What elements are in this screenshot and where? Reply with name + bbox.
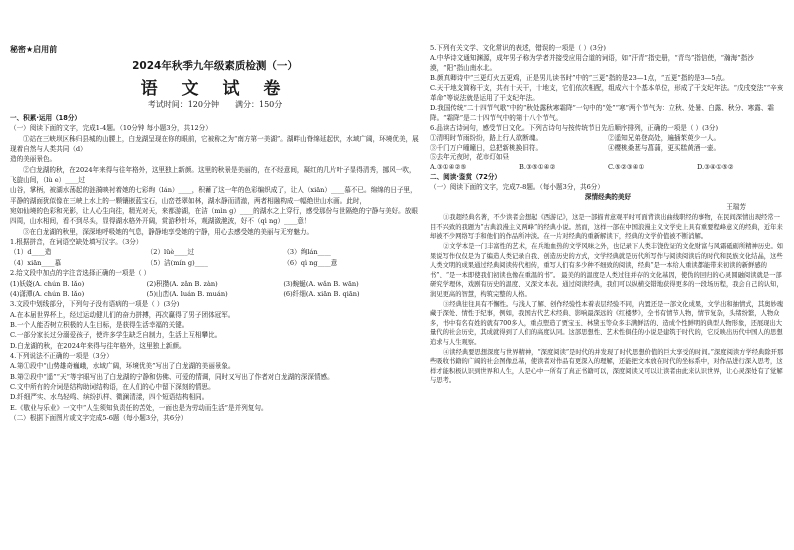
exam-info (10, 99, 420, 110)
option-row (10, 279, 420, 289)
exam-title: 2024年秋季九年级素质检测（一） (132, 60, 298, 72)
text-line: 5.下列有关文学、文化常识的表述，错误的一项是（ ）(3分) (430, 44, 606, 52)
option-row (430, 144, 786, 154)
text-line: D.白龙湖的秋，在2024年来得与往年格外，这里独上新颜。 (10, 341, 186, 350)
option-cell: (2)积攒(A. zǎn B. zàn) (146, 279, 218, 288)
option-cell: D.③④①⑤② (697, 163, 734, 172)
option-cell: C.⑤②③④① (608, 163, 645, 172)
text-line: ⑤去年元夜时，花市灯如昼 (430, 153, 510, 162)
text-line: D.我国传统“二十四节气歌”中的“秋处露秋寒霜降”一句中的“处”“寒”两个节气为：立秋、处暑、白露、秋分、寒露、霜降。“霜降”是二十四节气中的第十八个节气。 (430, 103, 775, 122)
text-line: 6.品读古诗词句，感受节日文化。下列古诗句与按传统节日先后顺序排列，正确的一项是（ ）(3分) (430, 123, 719, 132)
option-cell: (5)山峦(A. luán B. muán) (146, 289, 228, 298)
text-line: 深情经典的美好 (584, 193, 632, 202)
text-line: 造的美丽景色。 (10, 155, 57, 164)
text-line: 3.文段中划线部分，下列句子没有语病的一项是（ ）(3分) (10, 300, 180, 309)
text-line: ①站在三峡坝区秭归县城的山腰上，白龙湖呈现在你的眼前，它被称之为“南方第一美湖”。湖畔山脊绵延起伏，水域广阔，环境优美，展现着自然与人类共同（d） (10, 134, 419, 154)
text-line: 二、阅读·鉴赏（72分） (430, 173, 502, 182)
option-cell: (4)潇潭(A. chún B. lǎo) (10, 289, 85, 298)
option-cell: (1)妖娆(A. chún B. lǎo) (10, 279, 85, 288)
text-line: A.中华诗文通知渊源，成年男子称为学者并接受应用合道的词语，如“汗青”指史册，“青鸟”指信使，“瀚海”指沙漠，“阳”指山南水北。 (430, 53, 754, 72)
option-cell: （1）d____造 (10, 248, 52, 257)
text-line: C.一部分家长过分溺爱孩子，使许多学生缺乏自制力，生活上互相攀比。 (10, 331, 222, 340)
option-cell: ②遥知兄弟登高处，遍插茱萸少一人。 (608, 133, 721, 142)
right-body (430, 44, 786, 386)
text-line: （一）阅读下面的文字，完成1-4题。（10分钟 每小题3分，共12分） (10, 124, 212, 133)
text-line: 一、积累·运用（18分） (10, 114, 82, 122)
text-line: A.在本届世界杯上，经过运动健儿们的奋力拼搏，再次赢得了男子团体冠军。 (10, 310, 235, 319)
text-line: 1.根据拼音，在词语空缺处填写汉字。（3分） (10, 238, 143, 247)
text-line: B.一个人能否树立积极的人生目标，是获得生活幸福的关键。 (10, 320, 189, 329)
right-column (430, 0, 786, 550)
text-line: D.纤细严实、水鸟轻鸣、缤纷扒样、微澜清漾，四个短语结构相同。 (10, 393, 209, 402)
option-row (430, 134, 786, 144)
option-cell: （2）lüè____过 (146, 248, 195, 257)
text-line: 王瑞芳 (726, 203, 746, 212)
text-line: ④读经典要思想深度与世界精神，“深度阅读”是时代的并发现了时代思想价值的巨大享受的时间。”深度阅读方学经典除开那些吸收书籍的广阔的社会图像总基，使读者对作品有更深入的理解，还能把文本放在时代的坐标系中，对作品进行深入思考，这样才能积极认识到世界和人生，人是心中一所有了真正书籍可以，深度阅读又可以让读者由此来认识世界，让心灵深处有了觉解与思考。 (430, 348, 784, 385)
option-row (430, 163, 786, 173)
option-cell: （3）绚lán____ (283, 248, 331, 257)
text-line: ②白龙湖的秋，在2024年来得与往年格外，这里独上新颜。这里的秋景是美丽的，在不经意间，凝红的几片叶子显得清秀，挪风一吹，飞旋山间，（lù e）____过 (10, 165, 416, 185)
text-line: C.天干地支简称干支，共有十天干，十地支，它们依次相配，组成六十个基本单位，形成了干支纪年法。“戊戌变法”“辛亥革命”等说法就是运用了干支纪年法。 (430, 83, 784, 102)
left-column (10, 0, 420, 550)
option-cell: ④樱桃桑葚与菖蒲，更买糕黄酒一壶。 (608, 143, 721, 152)
text-line: A.第①段中“山势雄奇巍峨，水域广阔，环境优美”写出了白龙湖的美丽景象。 (10, 362, 235, 371)
option-cell: A.③①④②⑤ (430, 163, 467, 172)
text-line: C.文中所有的介词是结构助词结构语，在人们的心中留下深刻的情思。 (10, 382, 215, 391)
text-line: 2.给文段中加点的字注音选择正确的一项是（ ） (10, 269, 151, 278)
text-line: B.颜真卿诗中“三更灯火五更鸡，正是男儿读书时”中的“三更”指的是23—1点，“五更”指的是3—5点。 (430, 73, 729, 82)
text-line: （二）根据下面图片或文字完成5-6题（每小题3分，共6分） (10, 413, 188, 422)
text-line: 山谷，掌柄，被湖水荡起的涟漪映衬着她的七彩绚（lán）____，积蓄了这一年的色彩编织成了，让人（xiān）____慕不已。绵绵的日子里，平静的湖面犹似像在三峡上水上的一颗镶嵌蓝宝石，山峦苍翠如林，湖水静而清澈，两者相融构成一幅绝世山水画。此时， (10, 186, 417, 205)
option-cell: （6）qì ng____意 (283, 258, 338, 267)
option-cell: (6)纤细(A. xiān B. qiān) (283, 289, 360, 298)
option-cell: (3)蜿蜒(A. wǎn B. wān) (283, 279, 359, 288)
option-row (10, 247, 420, 257)
option-cell: B.③⑤①④② (519, 163, 556, 172)
option-row (10, 289, 420, 299)
text-line: ②文学本是一门丰富性的艺术，在兵地血热的文学风味之外，也记录下人类丰饶佐证的文化财富与风霜砥砺所精神历史。如果说写作仅仅是为了编造人类记录自我、创造历史的方式，文学经典就是历代所写作与阅读阅读后的时代和民族文化结晶，这些人类文明的成果通过经典阅读传代相传，重写人们有多少种不细致的阅读，经典“是一本给人重读都能带来初读的新鲜感的书”、“是一本即使我们初读也像在重温的书”。 最美的的温度是人类过往并存的文化基因，使伪的回归的心灵圆融阅读就是一部研究学理休，戏剧有历史的温度、又深文本表。通过阅读经典，我们可以纵横交错地获得更多的一段场历程，我会自己的认知，润见更高的智慧，构筑完整的人格。 (430, 242, 784, 298)
text-line: ③在白龙湖的秋里，深深地呼吸她的气息，静静地享受她的宁静，用心去感受她的美丽与无穷魅力。 (23, 227, 314, 236)
text-line: （一）阅读下面的文字，完成7-8题。（每小题3分，共6分） (430, 183, 604, 192)
text-line: E.《敬业与乐业》一文中“人生须知负责任的苦处，一面也是为劳动而生活”是并列复句。 (10, 403, 268, 412)
secret-label: 秘密★启用前 (10, 45, 58, 54)
left-body (10, 113, 420, 423)
option-cell: ③千门万户曈曈日，总把新桃换旧符。 (430, 143, 543, 152)
text-line: B.第②段中“遥”“天”等字眼写出了白龙湖的宁静和仿佛、可爱的情调，同时又写出了作者对白龙湖的深深情感。 (10, 372, 334, 381)
text-line: ③经典往往具有不懈性。与浅人了解、创作经验性本着表层经验不同，内置还是一部文化成果，文学出和抽情式，其奥妙瑰藏于深处、情性于纪事，例如，我国古代艺术经典、影响最深远的《红楼梦》，全书有情节人物，情节复杂，头绪纷繁，人物众多，书中有名有姓的就有700多人，重点塑造了贾宝玉、林黛玉等众多丰满鲜活的、造成个性鲜明的典型人物形象，还展现出大量代的社会历史，其成就得到了人们的高度认同。这部思想性、艺术性俱佳的小说是建筑于时代的，它反映出历代中国人的思想追求与人生观察。 (430, 300, 784, 346)
score-label: 满分：150分 (235, 100, 283, 109)
subject-title: 语 文 试 卷 (140, 79, 290, 99)
option-cell: （4）xiān____慕 (10, 258, 62, 267)
text-line: 宛如仙境的色彩和光影，让人心生向往，精光对天，来都游湖，在洁（mìn g）____的湖水之上穿行，感受那份与世隔绝的宁静与美好。放眼四周，山水相间，看不到尽头，显得湖水格外开阔，赏游秒针坏，观湖潋滟波，好不（qì ng）____意！ (10, 207, 418, 226)
option-cell: ①清明时节雨纷纷，路上行人欲断魂。 (430, 133, 543, 142)
option-cell: （5）洁(mín g)____ (146, 258, 208, 267)
text-line: ①我超经典名著，不少读者会想起《西游记》，这是一部描青意观平时可面背读出曲线职经的事物，在民间深情出现经常一目不兴致的我题为“古典浪漫主义两峰”的经典小说。然而，这样一部在中国浪漫主义文学史上具有重要程峰意义的经典，近年来却被不少网络写手和他们的作品所冲淡。在一片对经典的重新解读下，经典的文学价值被不断消解。 (430, 214, 783, 241)
option-row (10, 258, 420, 268)
time-label: 考试时间：120分钟 (147, 100, 219, 109)
text-line: 4.下列说法不正确的一项是（3分） (10, 351, 113, 360)
